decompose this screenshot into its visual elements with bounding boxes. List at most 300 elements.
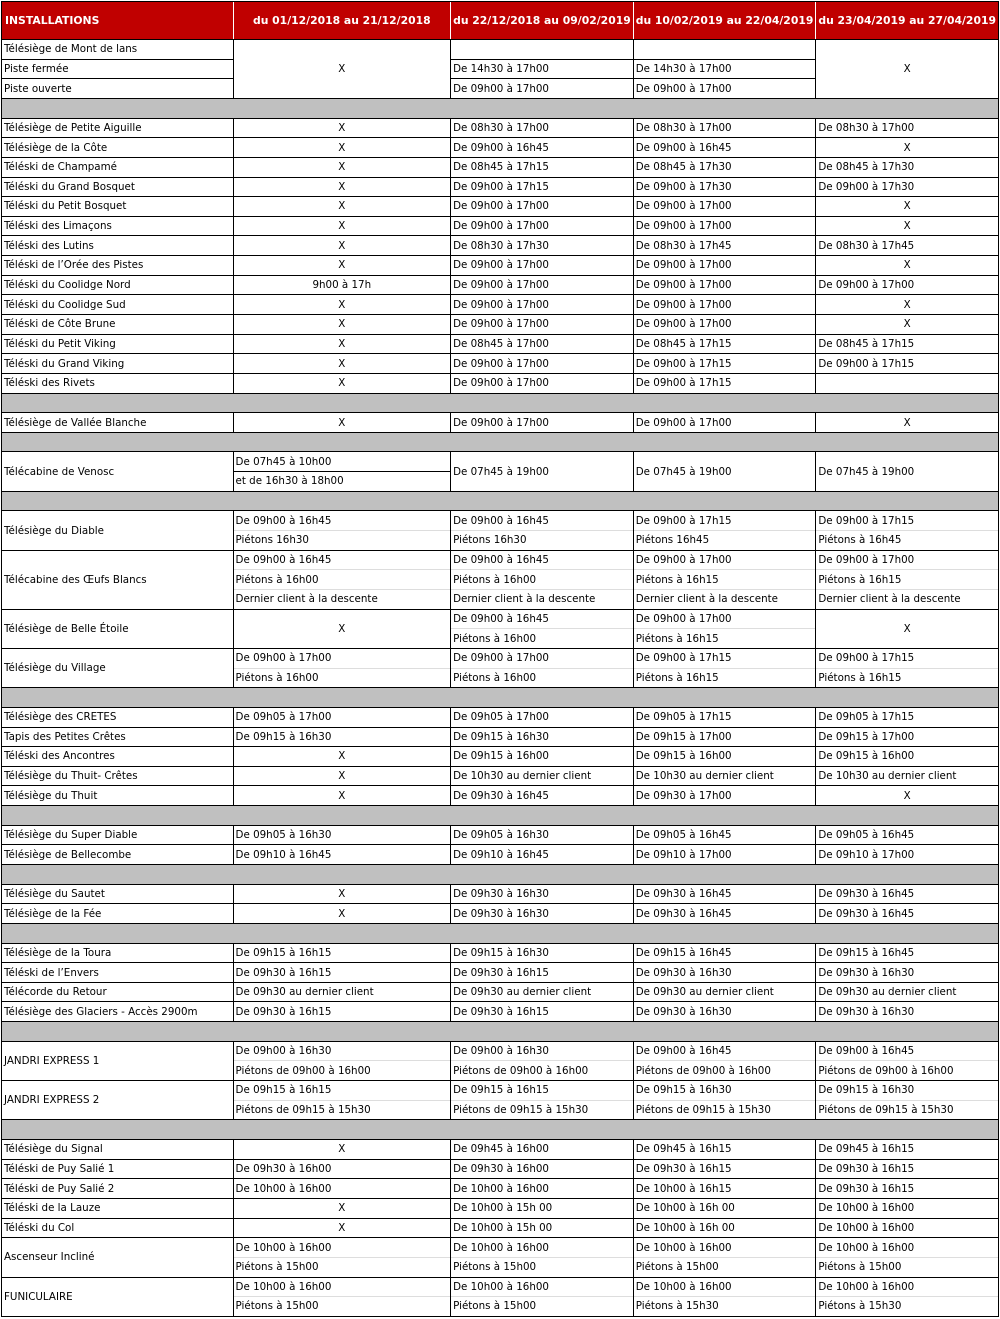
header-period-2: du 22/12/2018 au 09/02/2019	[451, 2, 634, 39]
hours-value: De 08h30 à 17h00	[453, 121, 549, 134]
hours-cell	[451, 767, 634, 786]
hours-value: De 09h30 à 16h15	[235, 966, 332, 979]
hours-cell	[816, 767, 998, 786]
hours-cell	[634, 1160, 817, 1179]
hours-cell	[816, 649, 998, 687]
hours-cell	[816, 1160, 998, 1179]
hours-cell	[234, 511, 452, 549]
hours-value: De 08h45 à 17h00	[453, 337, 549, 350]
hours-cell	[234, 335, 452, 354]
hours-cell	[816, 295, 998, 314]
hours-cell	[451, 885, 634, 904]
hours-line: Piétons à 16h45	[816, 530, 998, 550]
hours-cell	[634, 551, 817, 609]
installation-cell	[2, 747, 234, 766]
closed-mark: X	[903, 141, 911, 154]
hours-cell	[634, 119, 817, 138]
hours-value: De 10h00 à 16h 00	[635, 1202, 735, 1215]
hours-cell	[451, 1081, 634, 1119]
table-row	[2, 1001, 998, 1021]
hours-line: De 07h45 à 10h00	[235, 455, 332, 468]
installation-cell	[2, 1002, 234, 1021]
installation-cell	[2, 1140, 234, 1159]
hours-cell	[634, 1140, 817, 1159]
hours-cell	[816, 963, 998, 982]
table-row	[2, 39, 998, 98]
hours-value: De 09h30 à 16h30	[635, 966, 732, 979]
hours-value: 9h00 à 17h	[312, 279, 372, 292]
hours-cell	[816, 1278, 998, 1316]
hours-cell	[634, 197, 817, 216]
table-row	[2, 196, 998, 216]
installation-name: Téléski du Grand Bosquet	[4, 180, 135, 193]
installation-name: Téléski du Coolidge Sud	[4, 298, 126, 311]
hours-cell	[634, 295, 817, 314]
installation-name: Ascenseur Incliné	[4, 1251, 95, 1264]
installation-cell	[2, 1160, 234, 1179]
hours-cell	[816, 944, 998, 963]
hours-line: De 09h00 à 17h00	[635, 612, 732, 625]
hours-line: De 10h00 à 16h00	[818, 1241, 915, 1254]
hours-line: Piétons de 09h00 à 16h00	[234, 1060, 451, 1080]
installation-cell	[2, 728, 234, 747]
hours-line: Piétons à 16h00	[234, 668, 451, 688]
hours-line: De 09h00 à 16h30	[453, 1045, 549, 1058]
hours-cell	[451, 904, 634, 923]
header-installations: INSTALLATIONS	[2, 2, 234, 39]
hours-cell	[634, 374, 817, 393]
hours-cell	[451, 217, 634, 236]
hours-cell	[451, 354, 634, 373]
table-header	[2, 2, 998, 39]
hours-cell	[451, 1179, 634, 1198]
installation-cell	[2, 826, 234, 845]
hours-cell	[634, 904, 817, 923]
table-row	[2, 451, 998, 490]
hours-cell	[634, 1238, 817, 1276]
hours-cell	[234, 119, 452, 138]
hours-line: Piétons à 15h00	[234, 1257, 451, 1277]
hours-cell	[816, 511, 998, 549]
hours-value: De 09h00 à 17h15	[453, 180, 549, 193]
hours-cell	[816, 610, 998, 648]
hours-cell	[816, 413, 998, 432]
header-period-1: du 01/12/2018 au 21/12/2018	[234, 2, 452, 39]
hours-value: De 08h30 à 17h00	[818, 121, 915, 134]
hours-cell	[634, 413, 817, 432]
hours-cell	[634, 963, 817, 982]
hours-value: De 09h00 à 17h00	[635, 200, 732, 213]
hours-cell	[451, 1219, 634, 1238]
table-row	[2, 727, 998, 747]
table-row	[2, 373, 998, 393]
table-row	[2, 216, 998, 236]
hours-value: De 09h45 à 16h00	[453, 1143, 549, 1156]
hours-value: De 09h00 à 17h00	[635, 279, 732, 292]
hours-cell	[816, 236, 998, 255]
hours-cell	[451, 1278, 634, 1316]
installation-name: Télésiège du Village	[4, 662, 106, 675]
table-row	[2, 844, 998, 864]
table-row	[2, 884, 998, 904]
hours-cell	[234, 904, 452, 923]
hours-line: Piétons de 09h15 à 15h30	[451, 1100, 633, 1120]
hours-cell	[451, 1199, 634, 1218]
hours-cell	[816, 256, 998, 275]
closed-mark: X	[338, 377, 346, 390]
hours-cell	[634, 452, 817, 490]
hours-cell	[451, 983, 634, 1002]
installation-name: Télésiège des Glaciers - Accès 2900m	[4, 1005, 198, 1018]
hours-value: De 08h30 à 17h00	[635, 121, 732, 134]
hours-cell	[234, 649, 452, 687]
separator-row	[2, 393, 998, 413]
hours-value: De 10h30 au dernier client	[453, 770, 592, 783]
hours-value: De 09h00 à 16h45	[635, 141, 732, 154]
hours-cell	[634, 335, 817, 354]
hours-cell	[816, 1219, 998, 1238]
hours-value: De 09h05 à 17h15	[635, 711, 732, 724]
installation-cell	[2, 335, 234, 354]
installation-name: Téléski de Puy Salié 2	[4, 1182, 115, 1195]
installation-name: Piste ouverte	[2, 78, 233, 98]
hours-cell	[634, 138, 817, 157]
hours-cell	[816, 197, 998, 216]
hours-line: De 10h00 à 16h00	[635, 1280, 732, 1293]
hours-cell	[816, 119, 998, 138]
hours-value: De 10h00 à 16h15	[635, 1182, 732, 1195]
hours-cell	[234, 138, 452, 157]
closed-mark: X	[903, 220, 911, 233]
table-row	[2, 982, 998, 1002]
installation-name: Télésiège de Petite Aiguille	[4, 121, 142, 134]
table-row	[2, 766, 998, 786]
hours-cell	[816, 728, 998, 747]
hours-cell	[234, 1278, 452, 1316]
closed-mark: X	[903, 789, 911, 802]
installation-cell	[2, 1238, 234, 1276]
hours-cell	[816, 1042, 998, 1080]
hours-line: Piétons à 16h15	[816, 569, 998, 589]
hours-cell	[234, 767, 452, 786]
closed-mark: X	[338, 180, 346, 193]
hours-value: De 09h15 à 16h15	[235, 946, 332, 959]
hours-value: De 08h45 à 17h30	[635, 161, 732, 174]
installation-cell	[2, 295, 234, 314]
installation-name: Téléski du Petit Bosquet	[4, 200, 127, 213]
installation-name: Téléski des Limaçons	[4, 220, 112, 233]
hours-value: De 09h30 à 16h15	[818, 1182, 915, 1195]
installation-cell	[2, 1199, 234, 1218]
hours-line: Piétons à 16h00	[451, 668, 633, 688]
hours-value: De 09h05 à 16h30	[235, 829, 332, 842]
hours-value: De 09h15 à 16h45	[635, 946, 732, 959]
hours-value: De 09h45 à 16h15	[818, 1143, 915, 1156]
hours-cell	[634, 728, 817, 747]
hours-cell	[451, 119, 634, 138]
installation-name: Téléski de Champamé	[4, 161, 117, 174]
hours-cell	[634, 511, 817, 549]
hours-line: Piétons à 16h15	[816, 668, 998, 688]
hours-value: De 09h30 à 16h45	[818, 887, 915, 900]
hours-value: De 09h45 à 16h15	[635, 1143, 732, 1156]
hours-line: De 09h00 à 17h00	[235, 652, 332, 665]
hours-line: De 10h00 à 16h00	[453, 1280, 549, 1293]
table-row	[2, 353, 998, 373]
hours-line: Piétons de 09h15 à 15h30	[816, 1100, 998, 1120]
hours-cell	[451, 276, 634, 295]
hours-cell	[451, 1140, 634, 1159]
hours-value: De 09h15 à 16h00	[635, 750, 732, 763]
hours-cell	[634, 649, 817, 687]
installation-name: Téléski des Lutins	[4, 239, 94, 252]
closed-mark: X	[338, 1202, 346, 1215]
separator-row	[2, 1021, 998, 1041]
installation-cell	[2, 610, 234, 648]
separator-row	[2, 864, 998, 884]
hours-cell	[634, 1002, 817, 1021]
hours-value: De 09h15 à 16h45	[818, 946, 915, 959]
closed-mark: X	[338, 298, 346, 311]
table-row	[2, 1139, 998, 1159]
hours-line: Piétons de 09h00 à 16h00	[816, 1060, 998, 1080]
hours-cell	[816, 1199, 998, 1218]
hours-line: Piétons à 16h15	[634, 668, 816, 688]
hours-line: Piétons 16h30	[234, 530, 451, 550]
installation-name: Télésiège de la Côte	[4, 141, 108, 154]
installation-name: Télésiège du Thuit- Crêtes	[4, 770, 138, 783]
header-period-3: du 10/02/2019 au 22/04/2019	[634, 2, 817, 39]
hours-cell	[451, 944, 634, 963]
closed-mark: X	[338, 770, 346, 783]
hours-value: De 09h00 à 16h45	[453, 141, 549, 154]
hours-value: De 08h30 à 17h45	[818, 239, 915, 252]
hours-value: De 09h30 à 16h30	[453, 907, 549, 920]
hours-cell	[634, 885, 817, 904]
table-row	[2, 1218, 998, 1238]
hours-cell	[816, 1081, 998, 1119]
table-row	[2, 962, 998, 982]
table-row	[2, 294, 998, 314]
installation-name: Télécabine de Venosc	[4, 465, 115, 478]
installation-cell	[2, 374, 234, 393]
hours-cell	[234, 728, 452, 747]
hours-cell	[234, 1081, 452, 1119]
hours-cell	[451, 551, 634, 609]
installation-name: JANDRI EXPRESS 2	[4, 1094, 100, 1107]
closed-mark: X	[338, 622, 346, 635]
hours-cell	[634, 178, 817, 197]
hours-cell	[451, 610, 634, 648]
hours-value: De 09h10 à 17h00	[818, 848, 915, 861]
installation-cell	[2, 256, 234, 275]
hours-line: De 09h00 à 16h45	[235, 514, 332, 527]
hours-value: De 09h00 à 17h00	[453, 200, 549, 213]
closed-mark: X	[338, 62, 346, 75]
hours-cell	[634, 276, 817, 295]
hours-cell	[451, 786, 634, 805]
hours-value: De 10h00 à 16h00	[235, 1182, 332, 1195]
hours-cell	[234, 551, 452, 609]
hours-cell	[816, 551, 998, 609]
table-row	[2, 1041, 998, 1080]
hours-value: De 09h00 à 17h00	[453, 357, 549, 370]
hours-value: De 09h30 à 17h00	[635, 789, 732, 802]
hours-line: Dernier client à la descente	[634, 589, 816, 609]
installation-name: Téléski du Col	[4, 1221, 75, 1234]
hours-line: Piétons 16h45	[634, 530, 816, 550]
hours-cell	[234, 826, 452, 845]
hours-cell	[816, 845, 998, 864]
hours-cell	[234, 217, 452, 236]
hours-line: De 09h00 à 17h00	[451, 78, 633, 98]
hours-value: De 09h30 à 16h30	[635, 1005, 732, 1018]
hours-cell	[451, 1042, 634, 1080]
installation-cell	[2, 217, 234, 236]
hours-cell	[451, 335, 634, 354]
hours-cell	[634, 1199, 817, 1218]
hours-value: De 09h15 à 17h00	[635, 730, 732, 743]
hours-line: Piétons à 15h00	[634, 1257, 816, 1277]
hours-line: De 10h00 à 16h00	[453, 1241, 549, 1254]
hours-cell	[234, 1219, 452, 1238]
hours-cell	[634, 315, 817, 334]
hours-value: De 09h00 à 17h00	[635, 259, 732, 272]
installation-name: Télésiège du Sautet	[4, 887, 105, 900]
hours-value: De 09h10 à 16h45	[453, 848, 549, 861]
hours-value: De 10h00 à 16h00	[818, 1221, 915, 1234]
hours-line: De 09h15 à 16h15	[235, 1084, 332, 1097]
table-row	[2, 177, 998, 197]
hours-line: et de 16h30 à 18h00	[234, 471, 451, 491]
installation-name: JANDRI EXPRESS 1	[4, 1054, 100, 1067]
hours-cell	[451, 452, 634, 490]
installation-cell	[2, 983, 234, 1002]
installation-name: Téléski de l’Envers	[4, 966, 99, 979]
hours-cell	[234, 983, 452, 1002]
hours-value: De 09h15 à 16h00	[818, 750, 915, 763]
installation-cell	[2, 1278, 234, 1316]
installation-name: Télésiège de Bellecombe	[4, 848, 132, 861]
hours-value: De 09h30 à 16h15	[453, 1005, 549, 1018]
hours-cell	[234, 452, 452, 490]
hours-value: De 09h00 à 17h00	[453, 298, 549, 311]
hours-cell	[451, 826, 634, 845]
installation-cell	[2, 845, 234, 864]
closed-mark: X	[338, 259, 346, 272]
installation-cell	[2, 649, 234, 687]
hours-value: De 10h30 au dernier client	[635, 770, 774, 783]
hours-line: De 09h15 à 16h15	[453, 1084, 549, 1097]
hours-cell	[634, 826, 817, 845]
hours-cell	[816, 178, 998, 197]
hours-value: De 09h30 à 16h30	[453, 887, 549, 900]
hours-value: De 09h10 à 17h00	[635, 848, 732, 861]
hours-line: De 14h30 à 17h00	[634, 59, 816, 79]
installation-name: Télésiège du Super Diable	[4, 829, 138, 842]
hours-cell	[816, 983, 998, 1002]
closed-mark: X	[338, 1221, 346, 1234]
table-row	[2, 334, 998, 354]
hours-cell	[451, 374, 634, 393]
installation-cell	[2, 1042, 234, 1080]
hours-line: De 09h00 à 17h15	[818, 514, 915, 527]
hours-line: De 14h30 à 17h00	[451, 59, 633, 79]
hours-cell	[234, 1199, 452, 1218]
installation-cell	[2, 944, 234, 963]
hours-line: De 09h00 à 16h45	[235, 554, 332, 567]
table-row	[2, 609, 998, 648]
hours-cell	[234, 276, 452, 295]
installation-name: Piste fermée	[2, 59, 233, 79]
hours-cell	[816, 708, 998, 727]
installation-cell	[2, 1179, 234, 1198]
separator-row	[2, 432, 998, 452]
installation-cell	[2, 511, 234, 549]
hours-line: De 09h00 à 16h45	[453, 554, 549, 567]
hours-line: De 09h00 à 17h15	[635, 514, 732, 527]
hours-value: De 08h30 à 17h30	[453, 239, 549, 252]
hours-value: De 10h00 à 15h 00	[453, 1221, 553, 1234]
separator-row	[2, 805, 998, 825]
hours-line: Piétons à 15h30	[634, 1296, 816, 1316]
table-row	[2, 137, 998, 157]
hours-line: De 09h00 à 17h15	[818, 652, 915, 665]
hours-value: De 09h30 au dernier client	[235, 986, 374, 999]
hours-cell	[816, 452, 998, 490]
hours-cell	[634, 1219, 817, 1238]
hours-value: De 09h30 à 16h15	[235, 1005, 332, 1018]
schedule-table	[1, 1, 999, 1317]
hours-value: De 07h45 à 19h00	[818, 465, 915, 478]
hours-value: De 09h30 à 16h15	[635, 1162, 732, 1175]
hours-cell	[451, 138, 634, 157]
hours-line: Piétons de 09h15 à 15h30	[634, 1100, 816, 1120]
hours-line: Piétons 16h30	[451, 530, 633, 550]
hours-line: De 09h15 à 16h30	[818, 1084, 915, 1097]
installation-cell	[2, 119, 234, 138]
installation-name: FUNICULAIRE	[4, 1290, 73, 1303]
hours-cell	[234, 178, 452, 197]
hours-line: Piétons à 15h00	[816, 1257, 998, 1277]
closed-mark: X	[338, 337, 346, 350]
hours-cell	[816, 1179, 998, 1198]
hours-cell	[634, 1081, 817, 1119]
hours-cell	[234, 315, 452, 334]
hours-cell	[816, 354, 998, 373]
table-row	[2, 275, 998, 295]
hours-value: De 09h00 à 17h00	[635, 220, 732, 233]
hours-line: Piétons à 16h00	[451, 569, 633, 589]
hours-cell	[816, 315, 998, 334]
separator-row	[2, 491, 998, 511]
hours-value: De 09h00 à 17h00	[453, 318, 549, 331]
table-row	[2, 648, 998, 687]
hours-cell	[816, 747, 998, 766]
hours-cell	[816, 1002, 998, 1021]
hours-value: De 09h00 à 17h00	[635, 298, 732, 311]
hours-value: De 08h45 à 17h15	[453, 161, 549, 174]
closed-mark: X	[338, 161, 346, 174]
separator-row	[2, 98, 998, 118]
table-row	[2, 157, 998, 177]
hours-cell	[816, 158, 998, 177]
hours-cell	[451, 511, 634, 549]
hours-cell	[234, 786, 452, 805]
hours-value: De 09h30 à 16h30	[818, 1005, 915, 1018]
installation-cell	[2, 1219, 234, 1238]
hours-line: De 09h00 à 16h45	[453, 612, 549, 625]
